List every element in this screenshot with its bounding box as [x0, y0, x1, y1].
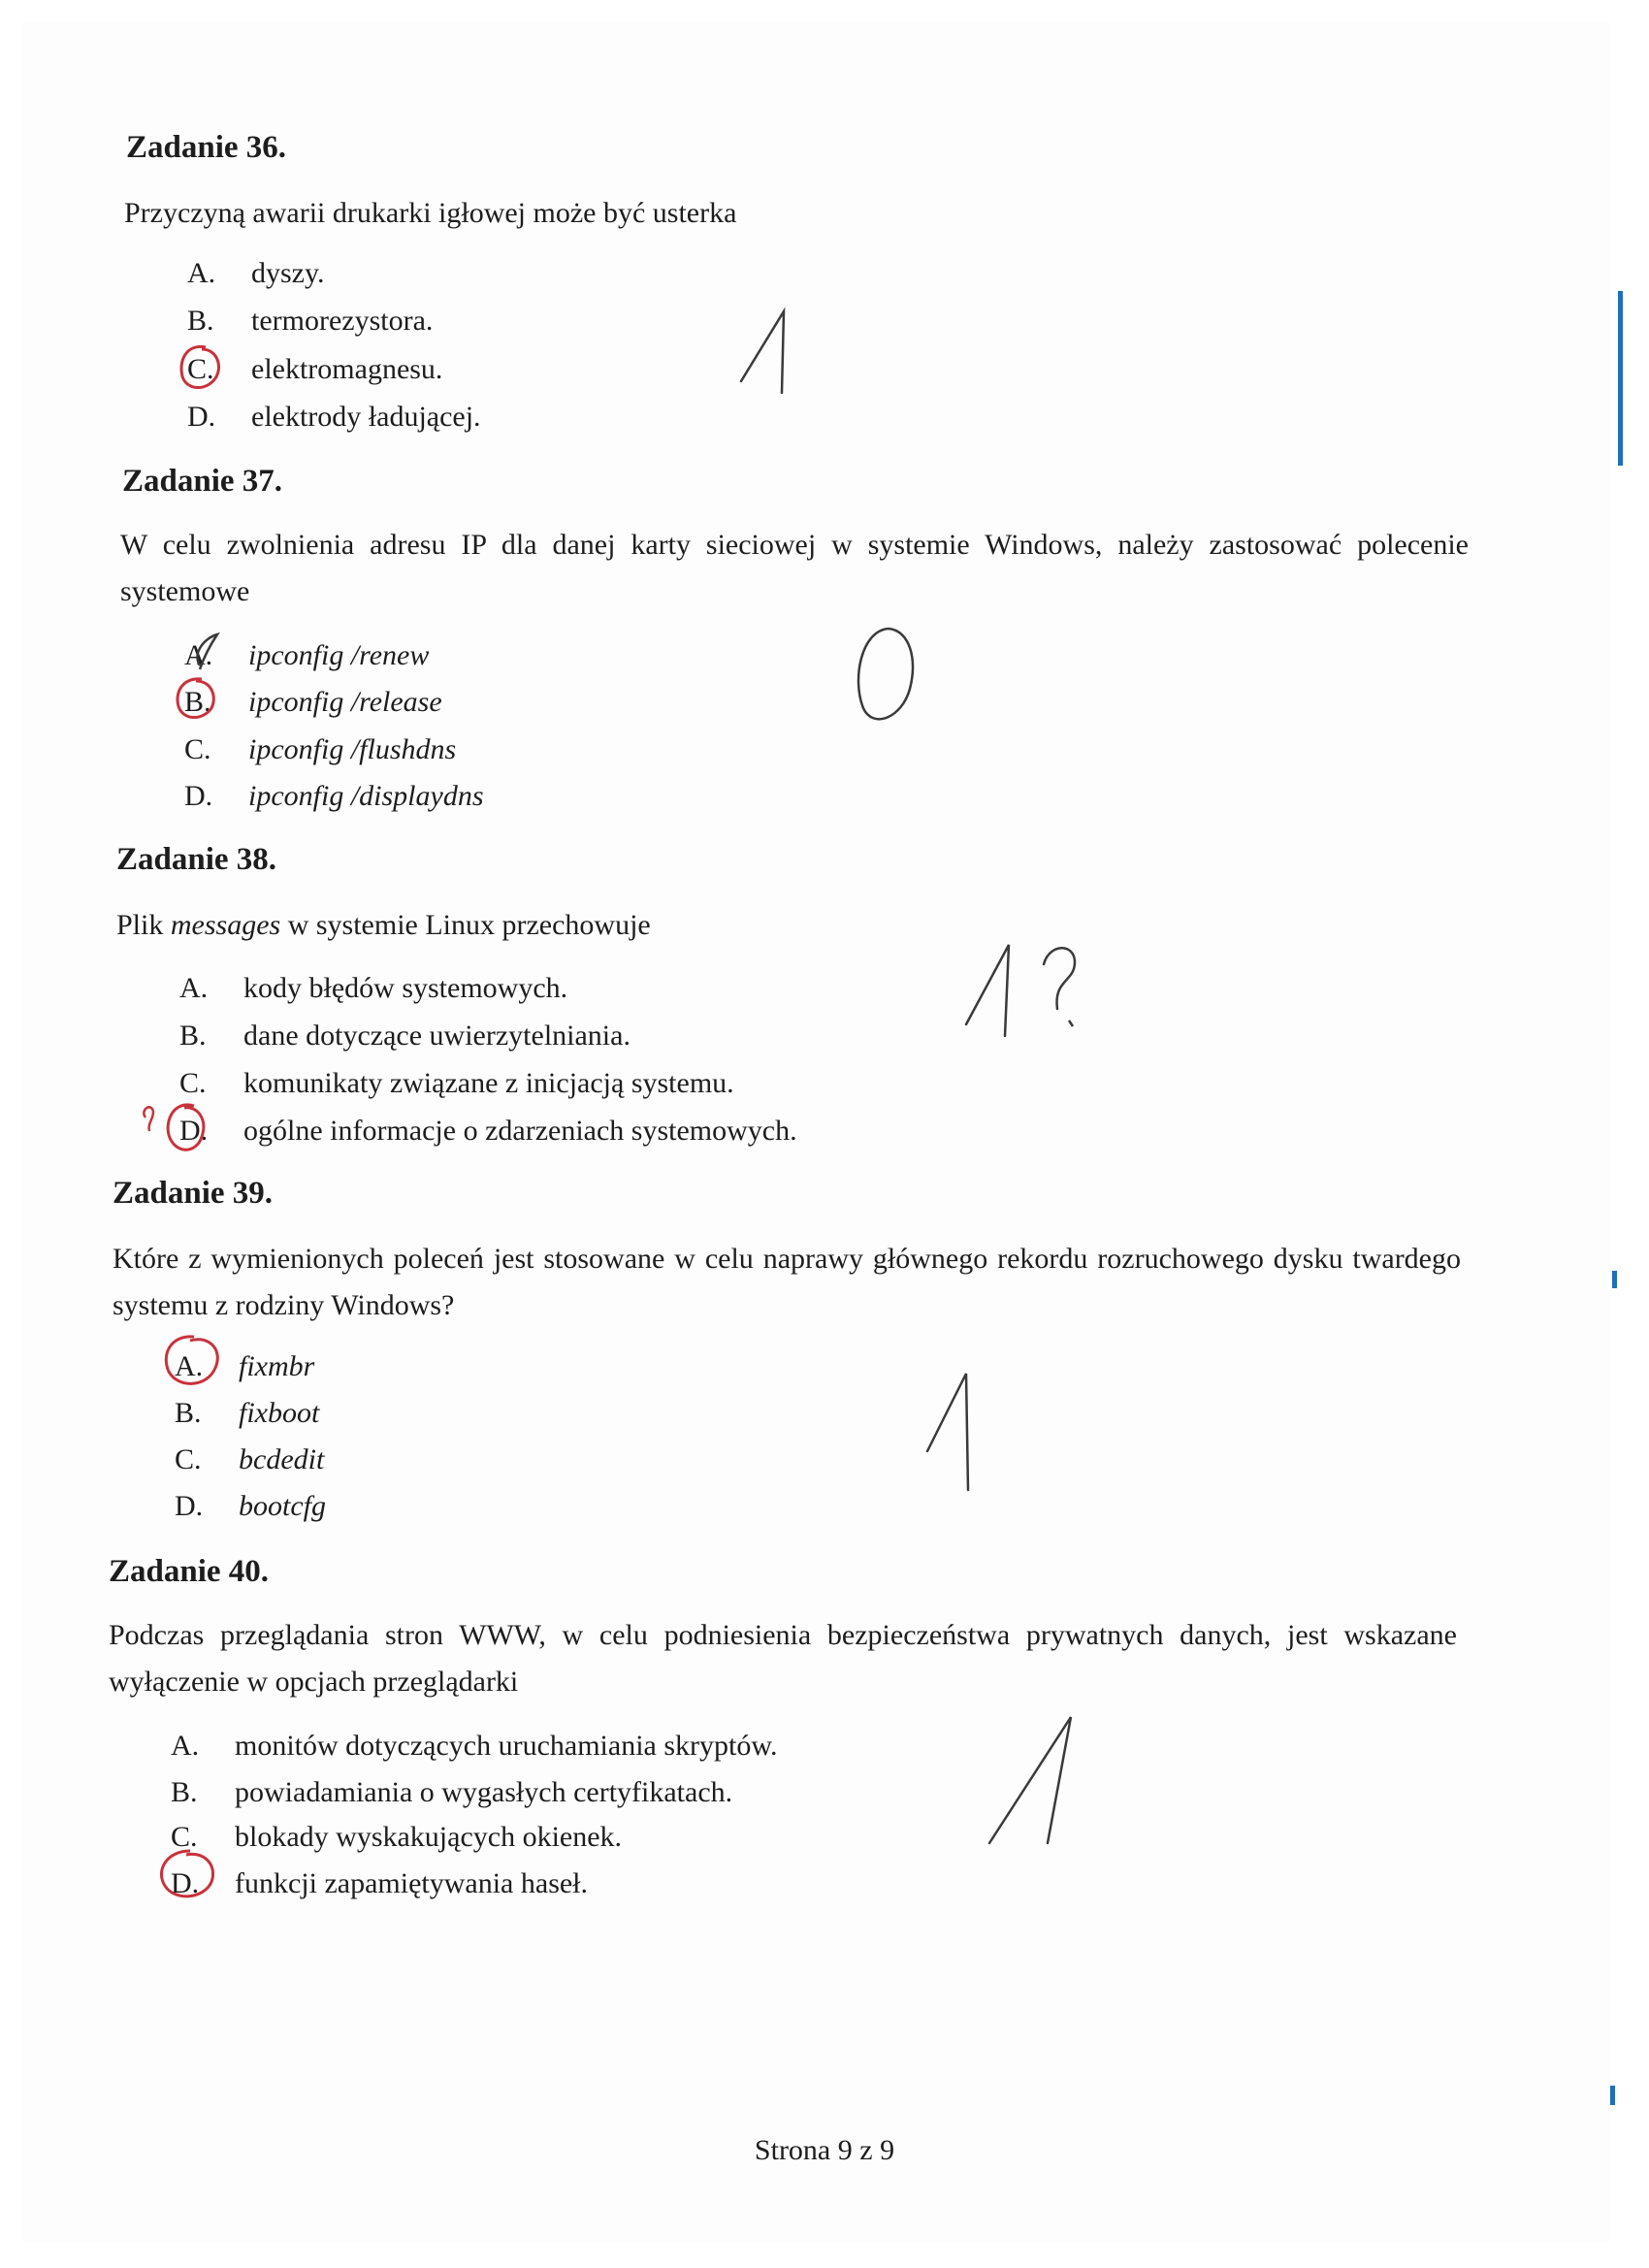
option-letter: D.: [187, 401, 216, 433]
option-letter: D.: [175, 1490, 204, 1522]
option-letter: D.: [171, 1867, 200, 1899]
task-title: Zadanie 36.: [126, 130, 287, 165]
option-letter: C.: [187, 353, 214, 385]
task-title: Zadanie 37.: [122, 464, 283, 499]
option-letter: D.: [184, 780, 213, 812]
answer-circle-36c: [173, 340, 231, 398]
option-text: ipconfig /displaydns: [248, 780, 484, 812]
option-text: bcdedit: [239, 1443, 325, 1475]
page-number: Strona 9 z 9: [754, 2134, 895, 2166]
answer-circle-39a: [155, 1329, 233, 1397]
option-text: fixmbr: [239, 1350, 315, 1382]
question-text: w systemie Linux przechowuje: [280, 909, 651, 941]
task-question: [116, 902, 1465, 949]
option-letter: B.: [187, 305, 214, 337]
option-letter: B.: [179, 1020, 207, 1052]
scan-edge: [1610, 0, 1649, 2268]
option-letter: C.: [171, 1821, 198, 1853]
option-letter: B.: [171, 1776, 198, 1808]
option-letter: B.: [175, 1397, 202, 1429]
option-text: ipconfig /flushdns: [248, 733, 457, 765]
option-text: funkcji zapamiętywania haseł.: [235, 1867, 589, 1899]
grade-mark-38: [960, 931, 1106, 1048]
edge-mark: [1618, 291, 1623, 466]
option-letter: A.: [184, 639, 213, 671]
option-text: termorezystora.: [251, 305, 434, 337]
option-letter: A.: [187, 257, 216, 289]
option-text: blokady wyskakujących okienek.: [235, 1821, 623, 1853]
task-title: Zadanie 39.: [113, 1176, 274, 1211]
task-title: Zadanie 38.: [116, 842, 277, 877]
option-text: ogólne informacje o zdarzeniach systemowych.: [243, 1115, 797, 1147]
grade-mark-40: [980, 1707, 1086, 1863]
task-question: Podczas przeglądania stron WWW, w celu podniesienia bezpieczeństwa prywatnych danych, jest wskazane wyłączenie w opcjach przeglądarki: [109, 1619, 1457, 1698]
option-text: bootcfg: [239, 1490, 326, 1522]
option-letter: C.: [175, 1443, 202, 1475]
edge-mark: [1612, 1271, 1617, 1288]
option-text: powiadamiania o wygasłych certyfikatach.: [235, 1776, 733, 1808]
task-title: Zadanie 40.: [109, 1554, 270, 1589]
option-text: dane dotyczące uwierzytelniania.: [243, 1020, 630, 1052]
grade-mark-36: [728, 306, 805, 403]
option-text: elektrody ładującej.: [251, 401, 481, 433]
option-letter: B.: [184, 686, 211, 718]
option-letter: A.: [171, 1730, 200, 1762]
option-text: monitów dotyczących uruchamiania skryptów.: [235, 1730, 778, 1762]
answer-circle-40d: [151, 1843, 229, 1911]
option-text: ipconfig /renew: [248, 639, 430, 671]
option-text: kody błędów systemowych.: [243, 972, 568, 1004]
question-text: Plik: [116, 909, 171, 941]
grade-mark-37: [842, 621, 929, 737]
option-letter: C.: [179, 1067, 207, 1099]
edge-mark: [1610, 2086, 1615, 2105]
grade-mark-39: [922, 1368, 989, 1513]
option-text: komunikaty związane z inicjacją systemu.: [243, 1067, 734, 1099]
task-question: W celu zwolnienia adresu IP dla danej karty sieciowej w systemie Windows, należy zastosować polecenie systemowe: [120, 529, 1469, 607]
task-question: Przyczyną awarii drukarki igłowej może być usterka: [124, 197, 737, 229]
option-letter: D.: [179, 1115, 209, 1147]
answer-circle-37b: [167, 669, 225, 728]
option-text: ipconfig /release: [248, 686, 442, 718]
option-text: elektromagnesu.: [251, 353, 443, 385]
option-letter: A.: [175, 1350, 204, 1382]
option-text: fixboot: [239, 1397, 320, 1429]
question-emphasis: messages: [170, 909, 281, 941]
option-letter: C.: [184, 733, 211, 765]
option-text: dyszy.: [251, 257, 325, 289]
answer-circle-38d: [136, 1094, 223, 1162]
task-question: Które z wymienionych poleceń jest stosowane w celu naprawy głównego rekordu rozruchowego dysku twardego systemu z rodziny Windows?: [113, 1243, 1461, 1321]
option-letter: A.: [179, 972, 209, 1004]
